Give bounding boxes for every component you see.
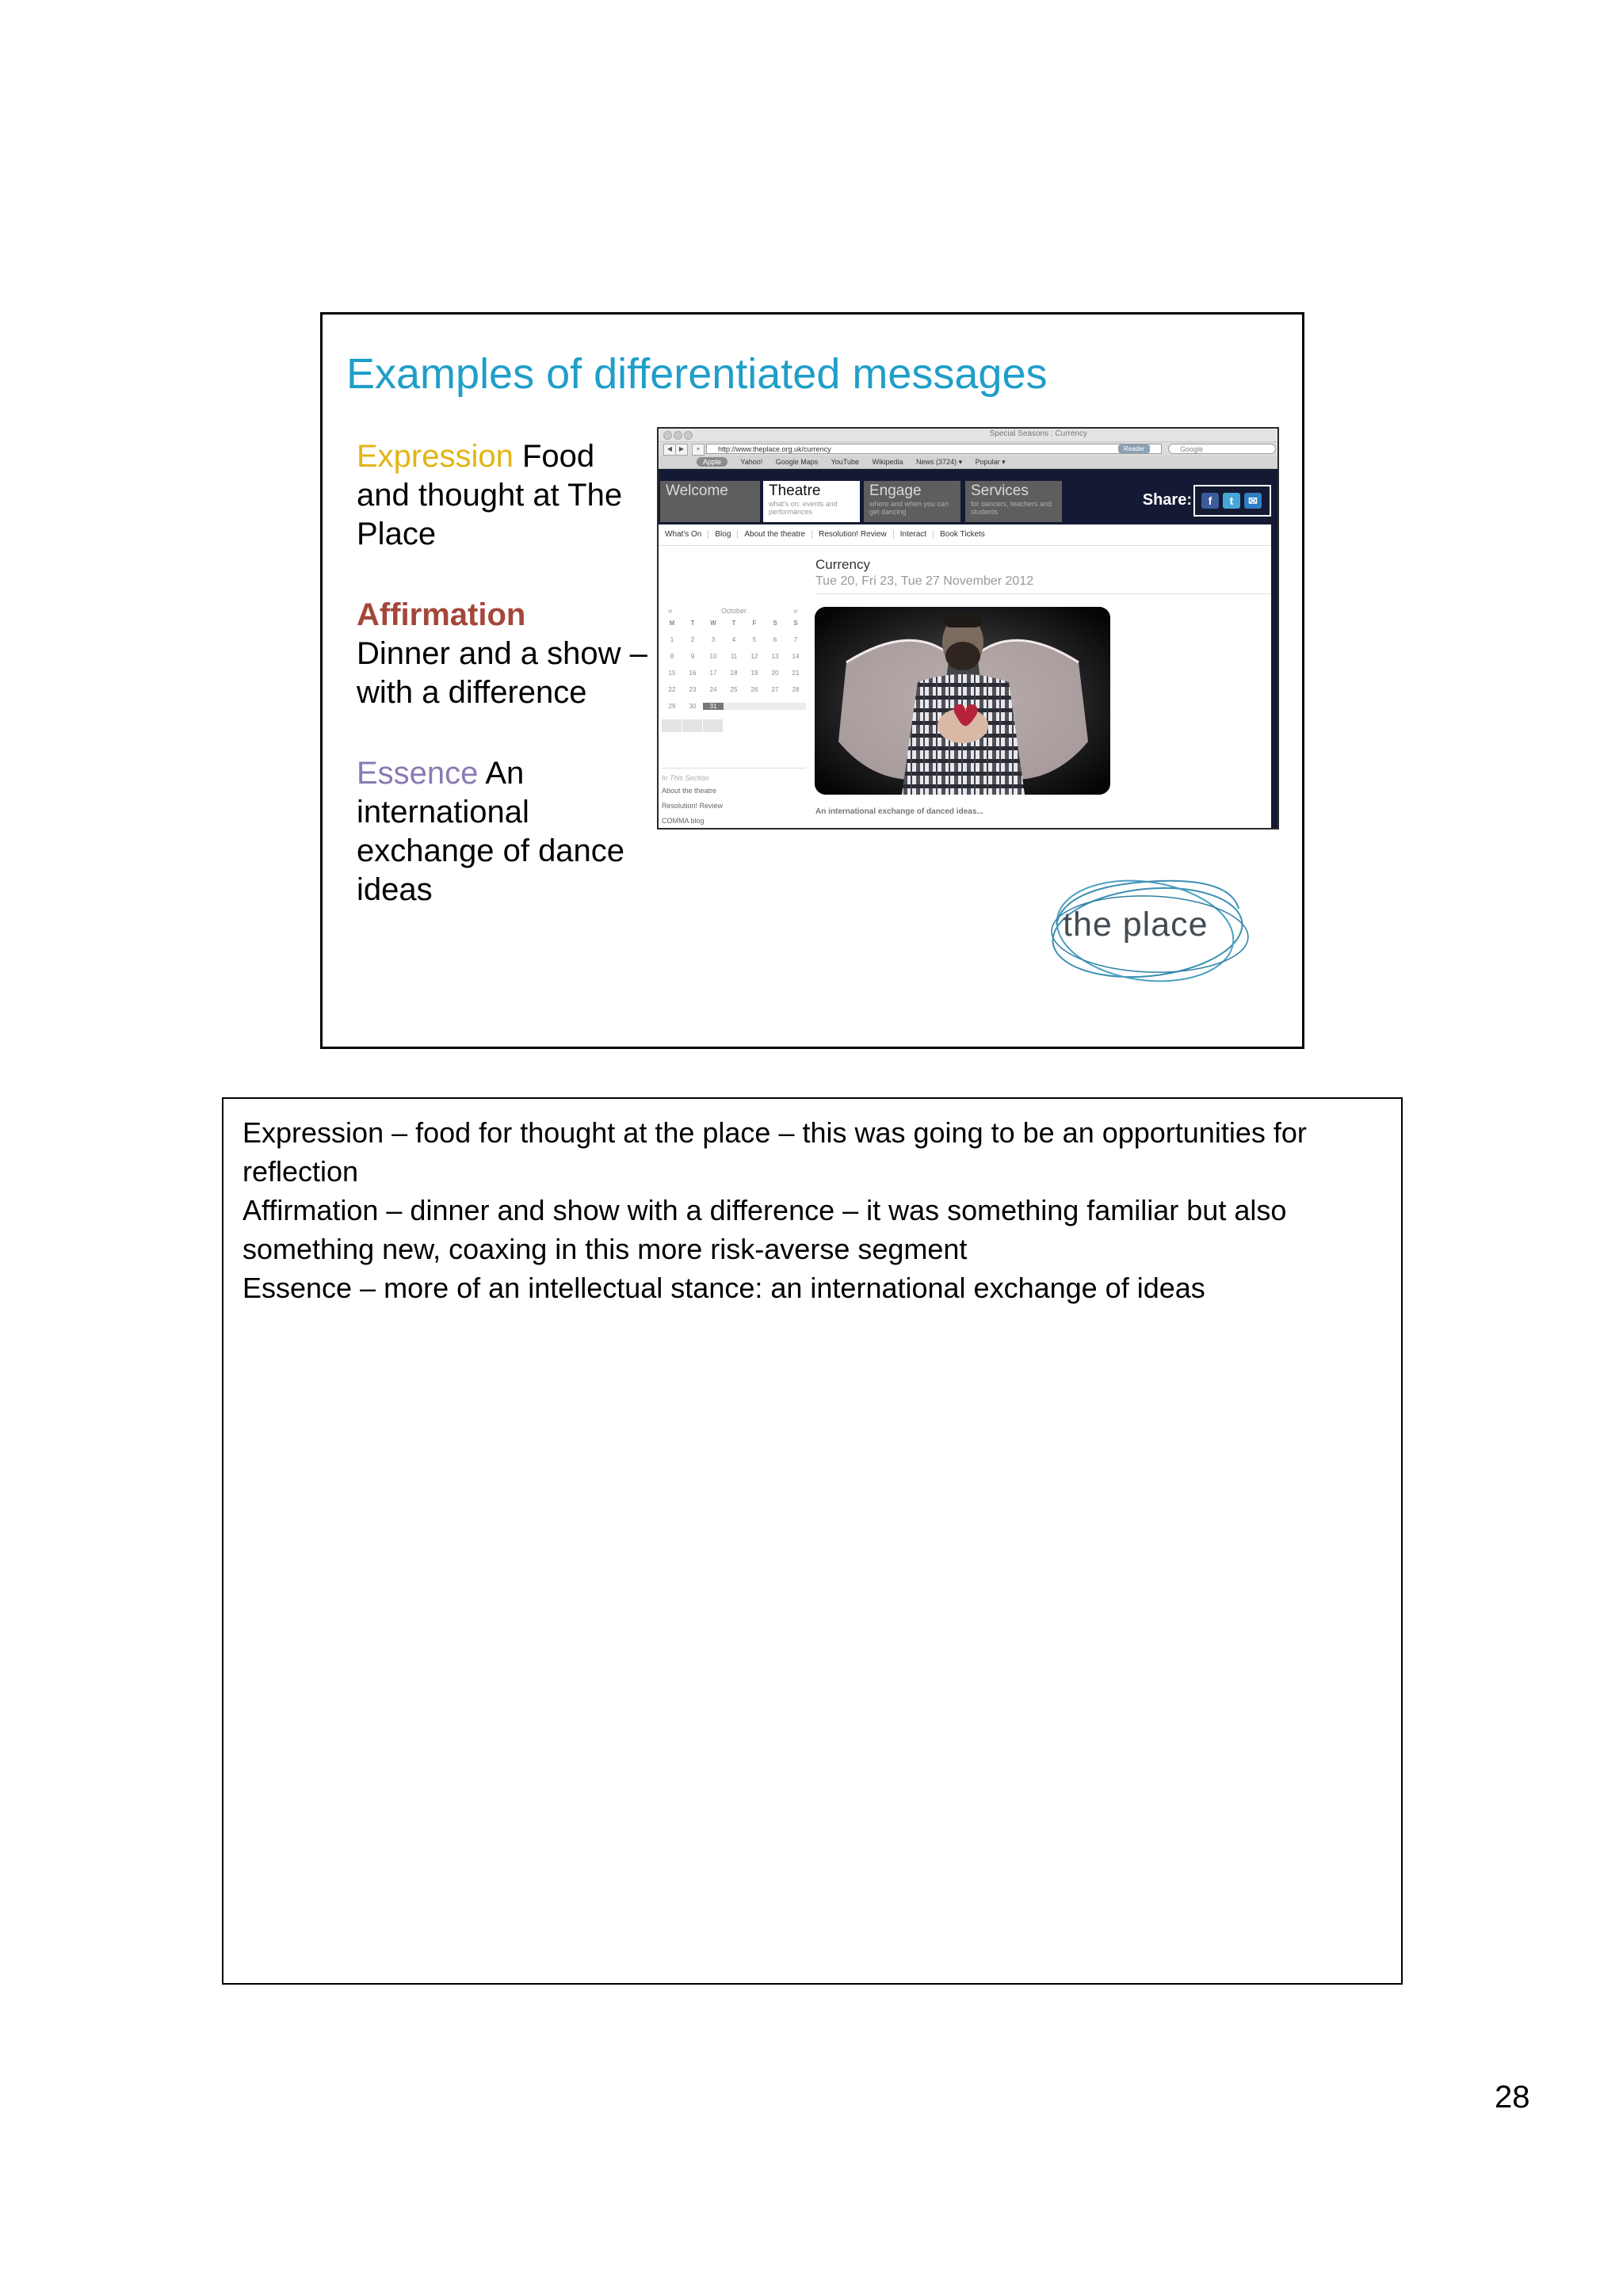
section-link[interactable]: About the theatre [662, 787, 717, 795]
subnav-item[interactable]: Resolution! Review [812, 530, 894, 539]
dancer-photo [815, 607, 1110, 795]
back-arrow-icon[interactable]: ◀ [663, 444, 676, 456]
bookmark-item[interactable]: Google Maps [775, 458, 819, 466]
calendar-day[interactable]: 1 [670, 636, 674, 643]
browser-toolbar [659, 441, 1277, 456]
calendar-day[interactable]: 17 [709, 669, 717, 677]
notes-line: Expression – food for thought at the place – this was going to be an opportunities for reflection [242, 1116, 1307, 1188]
calendar-day[interactable]: 27 [771, 686, 779, 693]
calendar-day[interactable]: 13 [771, 653, 779, 660]
tab-title: Welcome [666, 482, 728, 499]
tab-welcome[interactable] [660, 481, 760, 522]
calendar-day[interactable]: 23 [689, 686, 697, 693]
tab-title: Services [971, 482, 1029, 499]
bookmark-item[interactable]: YouTube [831, 458, 859, 466]
calendar-day[interactable]: 25 [730, 686, 738, 693]
bookmark-item[interactable]: Yahoo! [740, 458, 763, 466]
calendar-week [662, 669, 806, 685]
message-keyword: Essence [357, 756, 479, 791]
calendar-day[interactable]: 7 [793, 636, 798, 643]
section-link[interactable]: COMMA blog [662, 817, 705, 825]
message-text: Food and thought at The Place [357, 439, 623, 551]
calendar-day [724, 703, 744, 710]
browser-search-input[interactable]: Google [1168, 444, 1276, 454]
tab-services[interactable] [965, 481, 1062, 522]
message-affirmation [357, 596, 650, 712]
site-header [659, 469, 1277, 524]
tab-theatre[interactable] [763, 481, 860, 522]
browser-titlebar [659, 429, 1277, 441]
calendar-week [662, 703, 806, 718]
website-screenshot [657, 427, 1279, 830]
zoom-window-icon[interactable] [684, 431, 693, 440]
weekday: F [752, 620, 757, 627]
calendar-day[interactable]: 21 [792, 669, 800, 677]
calendar-week [662, 636, 806, 651]
calendar-day[interactable]: 8 [670, 653, 674, 660]
notes-line: Affirmation – dinner and show with a difference – it was something familiar but also something new, coaxing in this more risk-averse segment [242, 1194, 1287, 1265]
tab-engage[interactable] [864, 481, 960, 522]
dancer-photo-illustration [815, 607, 1110, 795]
calendar-week [662, 686, 806, 701]
notes-text [242, 1113, 1392, 1307]
calendar-day[interactable]: 4 [731, 636, 736, 643]
tab-title: Theatre [769, 482, 821, 499]
logo-text: the place [1063, 906, 1209, 944]
divider [662, 768, 806, 769]
photo-caption: An international exchange of danced ideas... [815, 807, 983, 816]
share-buttons [1193, 485, 1271, 517]
message-expression [357, 437, 650, 554]
weekday: S [793, 620, 798, 627]
subnav-item[interactable]: Interact [894, 530, 934, 539]
calendar-day[interactable]: 24 [709, 686, 717, 693]
calendar-day [785, 703, 806, 710]
calendar-day[interactable]: 11 [730, 653, 738, 660]
calendar-day[interactable]: 9 [690, 653, 695, 660]
calendar-day[interactable]: 18 [730, 669, 738, 677]
address-bar[interactable]: http://www.theplace.org.uk/currency [706, 444, 1162, 454]
bookmark-item[interactable]: Apple [697, 457, 727, 467]
calendar-day[interactable]: 22 [668, 686, 676, 693]
calendar-day[interactable]: 3 [711, 636, 716, 643]
bookmark-item[interactable]: Popular ▾ [975, 458, 1006, 466]
message-text: Dinner and a show – with a difference [357, 636, 647, 710]
window-title: Special Seasons : Currency [989, 429, 1087, 438]
calendar-day[interactable]: 30 [689, 703, 697, 710]
the-place-logo [1041, 869, 1254, 996]
facebook-icon[interactable]: f [1201, 493, 1219, 509]
message-text: An international exchange of dance ideas [357, 756, 625, 907]
subnav-item[interactable]: Blog [708, 530, 738, 539]
weekday: T [690, 620, 695, 627]
bookmark-item[interactable]: News (3724) ▾ [916, 458, 963, 466]
weekday: T [731, 620, 736, 627]
calendar-next-icon[interactable]: » [793, 607, 798, 616]
share-label: Share: [1142, 491, 1192, 509]
calendar-day[interactable]: 6 [773, 636, 777, 643]
calendar-prev-icon[interactable]: « [668, 607, 673, 616]
bookmarks-bar [659, 456, 1277, 469]
page-number: 28 [1495, 2080, 1530, 2115]
weekday: S [773, 620, 777, 627]
calendar-day[interactable]: 12 [750, 653, 758, 660]
calendar-day[interactable]: 19 [750, 669, 758, 677]
calendar-week [662, 653, 806, 668]
show-dates: Tue 20, Fri 23, Tue 27 November 2012 [815, 574, 1034, 588]
site-subnav [659, 524, 1277, 546]
calendar-day[interactable]: 16 [689, 669, 697, 677]
notes-line: Essence – more of an intellectual stance: an international exchange of ideas [242, 1272, 1205, 1304]
minimize-window-icon[interactable] [674, 431, 682, 440]
section-link[interactable]: Resolution! Review [662, 802, 724, 810]
twitter-icon[interactable]: t [1223, 493, 1240, 509]
tab-subtitle: for dancers, teachers and students [971, 500, 1052, 516]
calendar-day[interactable]: 20 [771, 669, 779, 677]
message-keyword: Affirmation [357, 597, 526, 632]
calendar-day [765, 703, 785, 710]
calendar-day[interactable]: 15 [668, 669, 676, 677]
calendar-day[interactable]: 10 [709, 653, 717, 660]
tab-subtitle: what's on: events and performances [769, 500, 838, 516]
calendar-empty-week [662, 719, 725, 734]
tab-title: Engage [869, 482, 922, 499]
section-title: In This Section [662, 774, 709, 782]
calendar-day [744, 703, 765, 710]
bookmark-item[interactable]: Wikipedia [872, 458, 903, 466]
weekday: M [669, 620, 675, 627]
reader-button[interactable]: Reader [1118, 444, 1150, 453]
add-bookmark-icon[interactable]: + [692, 444, 705, 456]
calendar-weekdays [662, 620, 806, 635]
calendar-month: October [720, 607, 747, 615]
slide-frame [320, 312, 1304, 1049]
show-title: Currency [815, 557, 870, 572]
calendar-day[interactable]: 29 [668, 703, 676, 710]
subnav-item[interactable]: About the theatre [738, 530, 812, 539]
subnav-item[interactable]: What's On [659, 530, 708, 539]
calendar-day [703, 719, 723, 732]
subnav-item[interactable]: Book Tickets [940, 530, 985, 539]
forward-arrow-icon[interactable]: ▶ [675, 444, 688, 456]
close-window-icon[interactable] [663, 431, 672, 440]
calendar-day[interactable]: 14 [792, 653, 800, 660]
calendar-day-selected[interactable]: 31 [703, 703, 724, 710]
site-frame-edge [1271, 524, 1277, 830]
calendar-day[interactable]: 2 [690, 636, 695, 643]
calendar-day[interactable]: 5 [752, 636, 757, 643]
calendar-day [682, 719, 702, 732]
calendar-day [662, 719, 682, 732]
speaker-notes [222, 1097, 1403, 1985]
divider [815, 593, 1275, 594]
tab-subtitle: where and when you can get dancing [869, 500, 949, 516]
calendar-day[interactable]: 26 [750, 686, 758, 693]
slide-title: Examples of differentiated messages [346, 350, 1048, 398]
email-icon[interactable]: ✉ [1244, 493, 1262, 509]
calendar-day[interactable]: 28 [792, 686, 800, 693]
message-essence [357, 754, 650, 910]
weekday: W [710, 620, 716, 627]
message-keyword: Expression [357, 439, 514, 474]
